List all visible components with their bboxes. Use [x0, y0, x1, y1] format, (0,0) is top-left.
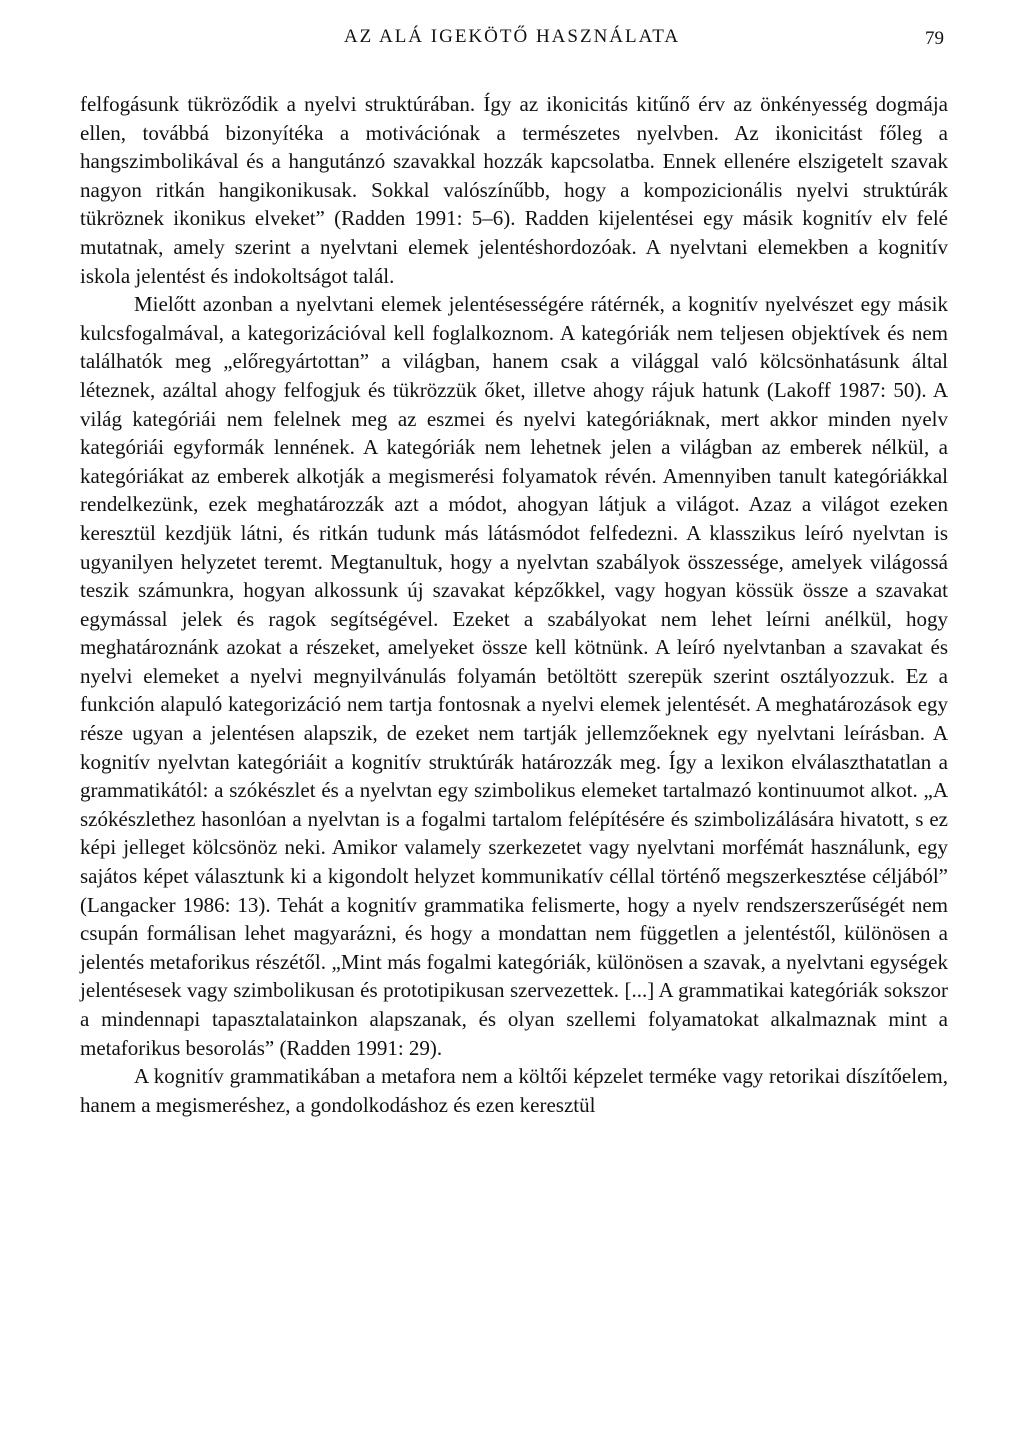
paragraph-continuation: felfogásunk tükröződik a nyelvi struktúrában. Így az ikonicitás kitűnő érv az önkényesség dogmája ellen, továbbá bizonyítéka a motivációnak a természetes nyelvben. Az ikonicitást főleg a hangszimbolikával és a hangutánzó szavakkal hozzák kapcsolatba. Ennek ellenére elszigetelt szavak nagyon ritkán hangikonikusak. Sokkal valószínűbb, hogy a kompozicionális nyelvi struktúrák tükröznek ikonikus elveket” (Radden 1991: 5–6). Radden kijelentései egy másik kognitív elv felé mutatnak, amely szerint a nyelvtani elemek jelentéshordozóak. A nyelvtani elemekben a kognitív iskola jelentést és indokoltságot talál. — [80, 92, 948, 288]
page-number: 79 — [925, 28, 944, 49]
running-title: AZ ALÁ IGEKÖTŐ HASZNÁLATA — [343, 26, 681, 47]
running-head — [0, 26, 1024, 56]
body-text — [80, 90, 948, 1119]
paragraph-categorization: Mielőtt azonban a nyelvtani elemek jelentésességére rátérnék, a kognitív nyelvészet egy másik kulcsfogalmával, a kategorizációval kell foglalkoznom. A kategóriák nem teljesen objektívek és nem találhatók meg „előregyártottan” a világban, hanem csak a világgal való kölcsönhatásunk által léteznek, azáltal ahogy felfogjuk és tükrözzük őket, illetve ahogy rájuk hatunk (Lakoff 1987: 50). A világ kategóriái nem felelnek meg az eszmei és nyelvi kategóriáknak, mert akkor minden nyelv kategóriái egyformák lennének. A kategóriák nem lehetnek jelen a világban az emberek nélkül, a kategóriákat az emberek alkotják a megismerési folyamatok révén. Amennyiben tanult kategóriákkal rendelkezünk, ezek meghatározzák azt a módot, ahogyan látjuk a világot. Azaz a világot ezeken keresztül kezdjük látni, és ritkán tudunk más látásmódot felfedezni. A klasszikus leíró nyelvtan is ugyanilyen helyzetet teremt. Megtanultuk, hogy a nyelvtan szabályok összessége, amelyek világossá teszik számunkra, hogyan alkossunk új szavakat képzőkkel, vagy hogyan kössük össze a szavakat egymással jelek és ragok segítségével. Ezeket a szabályokat nem lehet leírni anélkül, hogy meghatároznánk azokat a részeket, amelyeket össze kell kötnünk. A leíró nyelvtanban a szavakat és nyelvi elemeket a nyelvi megnyilvánulás folyamán betöltött szerepük szerint osztályozzuk. Ez a funkción alapuló kategorizáció nem tartja fontosnak a nyelvi elemek jelentését. A meghatározások egy része ugyan a jelentésen alapszik, de ezeket nem tartják jellemzőeknek egy nyelvtani leírásban. A kognitív nyelvtan kategóriáit a kognitív struktúrák határozzák meg. Így a lexikon elválaszthatatlan a grammatikától: a szókészlet és a nyelvtan egy szimbolikus elemeket tartalmazó kontinuumot alkot. „A szókészlethez hasonlóan a nyelvtan is a fogalmi tartalom felépítésére és szimbolizálására hivatott, s ez képi jelleget kölcsönöz neki. Amikor valamely szerkezetet vagy nyelvtani morfémát használunk, egy sajátos képet választunk ki a kigondolt helyzet kommunikatív céllal történő megszerkesztése céljából” (Langacker 1986: 13). Tehát a kognitív grammatika felismerte, hogy a nyelv rendszerszerűségét nem csupán formálisan lehet magyarázni, és hogy a mondattan nem független a jelentéstől, különösen a jelentés metaforikus részétől. „Mint más fogalmi kategóriák, különösen a szavak, a nyelvtani egységek jelentésesek vagy szimbolikusan és prototipikusan szervezettek. [...] A grammatikai kategóriák sokszor a mindennapi tapasztalatainkon alapszanak, és olyan szellemi folyamatokat alkalmaznak mint a metaforikus besorolás” (Radden 1991: 29). — [80, 292, 948, 1060]
paragraph-metaphor: A kognitív grammatikában a metafora nem a költői képzelet terméke vagy retorikai díszítőelem, hanem a megismeréshez, a gondolkodáshoz és ezen keresztül — [80, 1064, 948, 1117]
